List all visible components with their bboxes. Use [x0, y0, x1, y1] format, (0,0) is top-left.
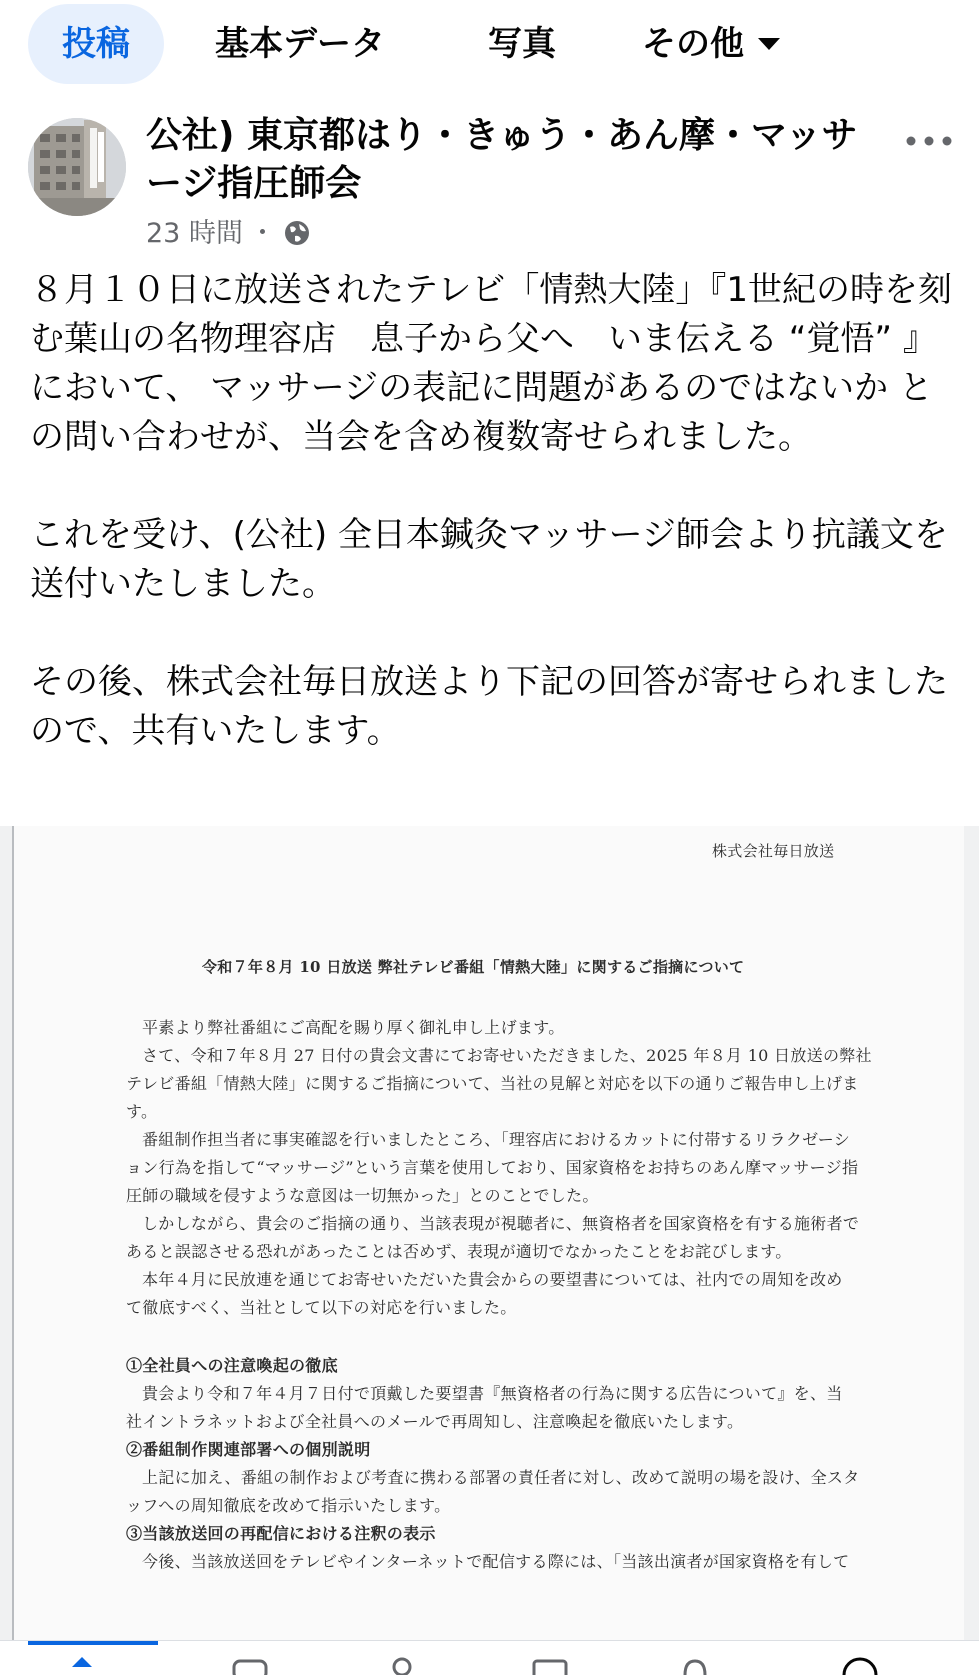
document-line: 番組制作担当者に事実確認を行いましたところ、「理容店におけるカットに付帯するリラクゼーシ: [142, 1130, 851, 1149]
page-name[interactable]: 公社) 東京都はり・きゅう・あん摩・マッサージ指圧師会: [146, 115, 858, 204]
document-line: さて、令和７年８月 27 日付の貴会文書にてお寄せいただきました、2025 年８月 10 日放送の弊社: [142, 1046, 872, 1065]
tab-basic-data[interactable]: 基本データ: [215, 24, 385, 64]
active-nav-indicator: [28, 1641, 158, 1645]
document-line: 社イントラネットおよび全社員へのメールで再周知し、注意喚起を徹底いたします。: [126, 1412, 744, 1431]
document-sender: 株式会社毎日放送: [712, 842, 835, 860]
profile-tabs: [0, 0, 979, 92]
building-photo: [28, 118, 126, 216]
document-line: ョン行為を指して“マッサージ”という言葉を使用しており、国家資格をお持ちのあん摩マッサージ指: [126, 1158, 859, 1177]
tab-more[interactable]: [642, 4, 780, 84]
meta-separator: ・: [248, 218, 276, 249]
bottom-navigation: [0, 1640, 979, 1672]
document-heading: ①全社員への注意喚起の徹底: [126, 1356, 338, 1375]
attached-document-image[interactable]: [0, 826, 979, 1646]
document-line: あると誤認させる恐れがあったことは否めず、表現が適切でなかったことをお詫びします。: [126, 1242, 792, 1261]
profile-menu-icon[interactable]: [840, 1655, 880, 1675]
post-meta: [146, 214, 312, 254]
document-line: 貴会より令和７年４月７日付で頂戴した要望書『無資格者の行為に関する広告について』を、当: [142, 1384, 843, 1403]
document-heading: ②番組制作関連部署への個別説明: [126, 1440, 371, 1459]
more-options-icon[interactable]: [904, 128, 954, 154]
document-line: 上記に加え、番組の制作および考査に携わる部署の責任者に対し、改めて説明の場を設け、全スタ: [142, 1468, 860, 1487]
tab-more-label: その他: [642, 24, 744, 64]
caret-down-icon: [758, 38, 780, 50]
document-sheet: [12, 826, 964, 1646]
tab-posts[interactable]: 投稿: [28, 4, 164, 84]
document-line: 今後、当該放送回をテレビやインターネットで配信する際には、「当該出演者が国家資格を有して: [142, 1552, 850, 1571]
post-body: ８月１０日に放送されたテレビ「情熱大陸」『1世紀の時を刻む葉山の名物理容店 息子から父へ いま伝える “覚悟” 』において、 マッサージの表記に問題があるのではないか との問い合わせが、当会を含め複数寄せられました。 これを受け、(公社) 全日本鍼灸マッサージ師会より抗議文を送付いたしました。 その後、株式会社毎日放送より下記の回答が寄せられましたので、共有いたします。: [30, 270, 952, 751]
marketplace-icon[interactable]: [530, 1655, 570, 1675]
notifications-icon[interactable]: [680, 1655, 710, 1675]
post-timestamp[interactable]: 23 時間: [146, 218, 243, 249]
document-line: テレビ番組「情熱大陸」に関するご指摘について、当社の見解と対応を以下の通りご報告申し上げま: [126, 1074, 859, 1093]
document-line: て徹底すべく、当社として以下の対応を行いました。: [126, 1298, 517, 1317]
document-line: 圧師の職域を侵すような意図は一切無かった」とのことでした。: [126, 1186, 599, 1205]
tab-photos[interactable]: 写真: [488, 24, 556, 64]
globe-icon: [282, 218, 312, 248]
document-title: 令和７年８月 10 日放送 弊社テレビ番組「情熱大陸」に関するご指摘について: [202, 958, 745, 976]
friends-icon[interactable]: [390, 1655, 414, 1675]
document-line: しかしながら、貴会のご指摘の通り、当該表現が視聴者に、無資格者を国家資格を有する施術者で: [142, 1214, 860, 1233]
document-line: 平素より弊社番組にご高配を賜り厚く御礼申し上げます。: [142, 1018, 565, 1037]
avatar[interactable]: [28, 118, 126, 216]
document-line: ッフへの周知徹底を改めて指示いたします。: [126, 1496, 451, 1515]
document-line: 本年４月に民放連を通じてお寄せいただいた貴会からの要望書については、社内での周知を改め: [142, 1270, 843, 1289]
document-heading: ③当該放送回の再配信における注釈の表示: [126, 1524, 436, 1543]
home-icon[interactable]: [70, 1655, 94, 1675]
video-icon[interactable]: [230, 1655, 270, 1675]
document-line: す。: [126, 1102, 158, 1121]
